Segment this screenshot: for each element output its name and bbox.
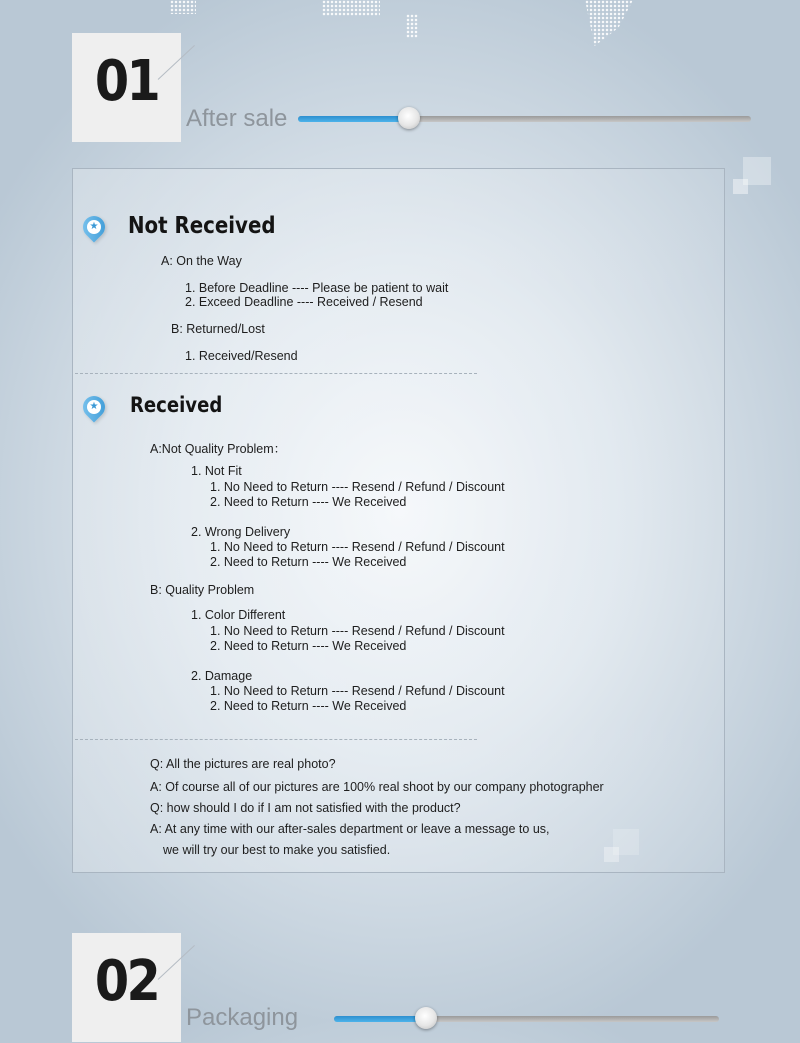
list-item: 2. Need to Return ---- We Received xyxy=(210,555,407,569)
slider-knob[interactable] xyxy=(398,107,420,129)
dashed-divider xyxy=(75,739,477,740)
option-label: A:Not Quality Problem： xyxy=(150,442,287,456)
list-item: 1. Before Deadline ---- Please be patient to wait xyxy=(185,281,449,295)
dashed-divider xyxy=(75,373,477,374)
option-label: B: Returned/Lost xyxy=(171,322,265,336)
faq-question: Q: how should I do if I am not satisfied with the product? xyxy=(150,801,461,815)
group-label: 1. Color Different xyxy=(191,608,286,622)
progress-slider[interactable] xyxy=(298,116,751,122)
world-map-decoration xyxy=(170,0,196,14)
group-label: 1. Not Fit xyxy=(191,464,242,478)
section-number-box xyxy=(72,33,181,142)
slider-knob[interactable] xyxy=(415,1007,437,1029)
not-received-heading: Not Received xyxy=(128,213,276,239)
option-label: B: Quality Problem xyxy=(150,583,255,597)
faq-answer: A: Of course all of our pictures are 100% real shoot by our company photographer xyxy=(150,780,604,794)
list-item: 2. Need to Return ---- We Received xyxy=(210,495,407,509)
list-item: 1. No Need to Return ---- Resend / Refund / Discount xyxy=(210,540,505,554)
list-item: 2. Exceed Deadline ---- Received / Resend xyxy=(185,295,423,309)
faq-question: Q: All the pictures are real photo? xyxy=(150,757,336,771)
faq-answer: we will try our best to make you satisfied. xyxy=(163,843,391,857)
list-item: 2. Need to Return ---- We Received xyxy=(210,639,407,653)
section-number: 01 xyxy=(94,49,159,114)
map-pin-icon: ★ xyxy=(78,391,109,422)
slider-fill xyxy=(334,1016,426,1022)
list-item: 2. Need to Return ---- We Received xyxy=(210,699,407,713)
section-header-packaging xyxy=(72,933,762,1043)
slider-fill xyxy=(298,116,409,122)
after-sale-panel xyxy=(72,168,725,873)
list-item: 1. No Need to Return ---- Resend / Refund / Discount xyxy=(210,480,505,494)
section-title: After sale xyxy=(186,105,288,132)
section-title: Packaging xyxy=(186,1004,299,1031)
list-item: 1. No Need to Return ---- Resend / Refund / Discount xyxy=(210,624,505,638)
decorative-square xyxy=(604,847,619,862)
group-label: 2. Wrong Delivery xyxy=(191,525,291,539)
section-number-box xyxy=(72,933,181,1042)
received-heading: Received xyxy=(130,393,223,417)
faq-answer: A: At any time with our after-sales department or leave a message to us, xyxy=(150,822,550,836)
decorative-square xyxy=(733,179,748,194)
progress-slider[interactable] xyxy=(334,1016,719,1022)
list-item: 1. No Need to Return ---- Resend / Refund / Discount xyxy=(210,684,505,698)
world-map-decoration xyxy=(322,0,380,16)
list-item: 1. Received/Resend xyxy=(185,349,298,363)
section-header-after-sale xyxy=(72,33,762,143)
option-label: A: On the Way xyxy=(161,254,242,268)
group-label: 2. Damage xyxy=(191,669,253,683)
section-number: 02 xyxy=(94,949,159,1014)
map-pin-icon: ★ xyxy=(78,211,109,242)
